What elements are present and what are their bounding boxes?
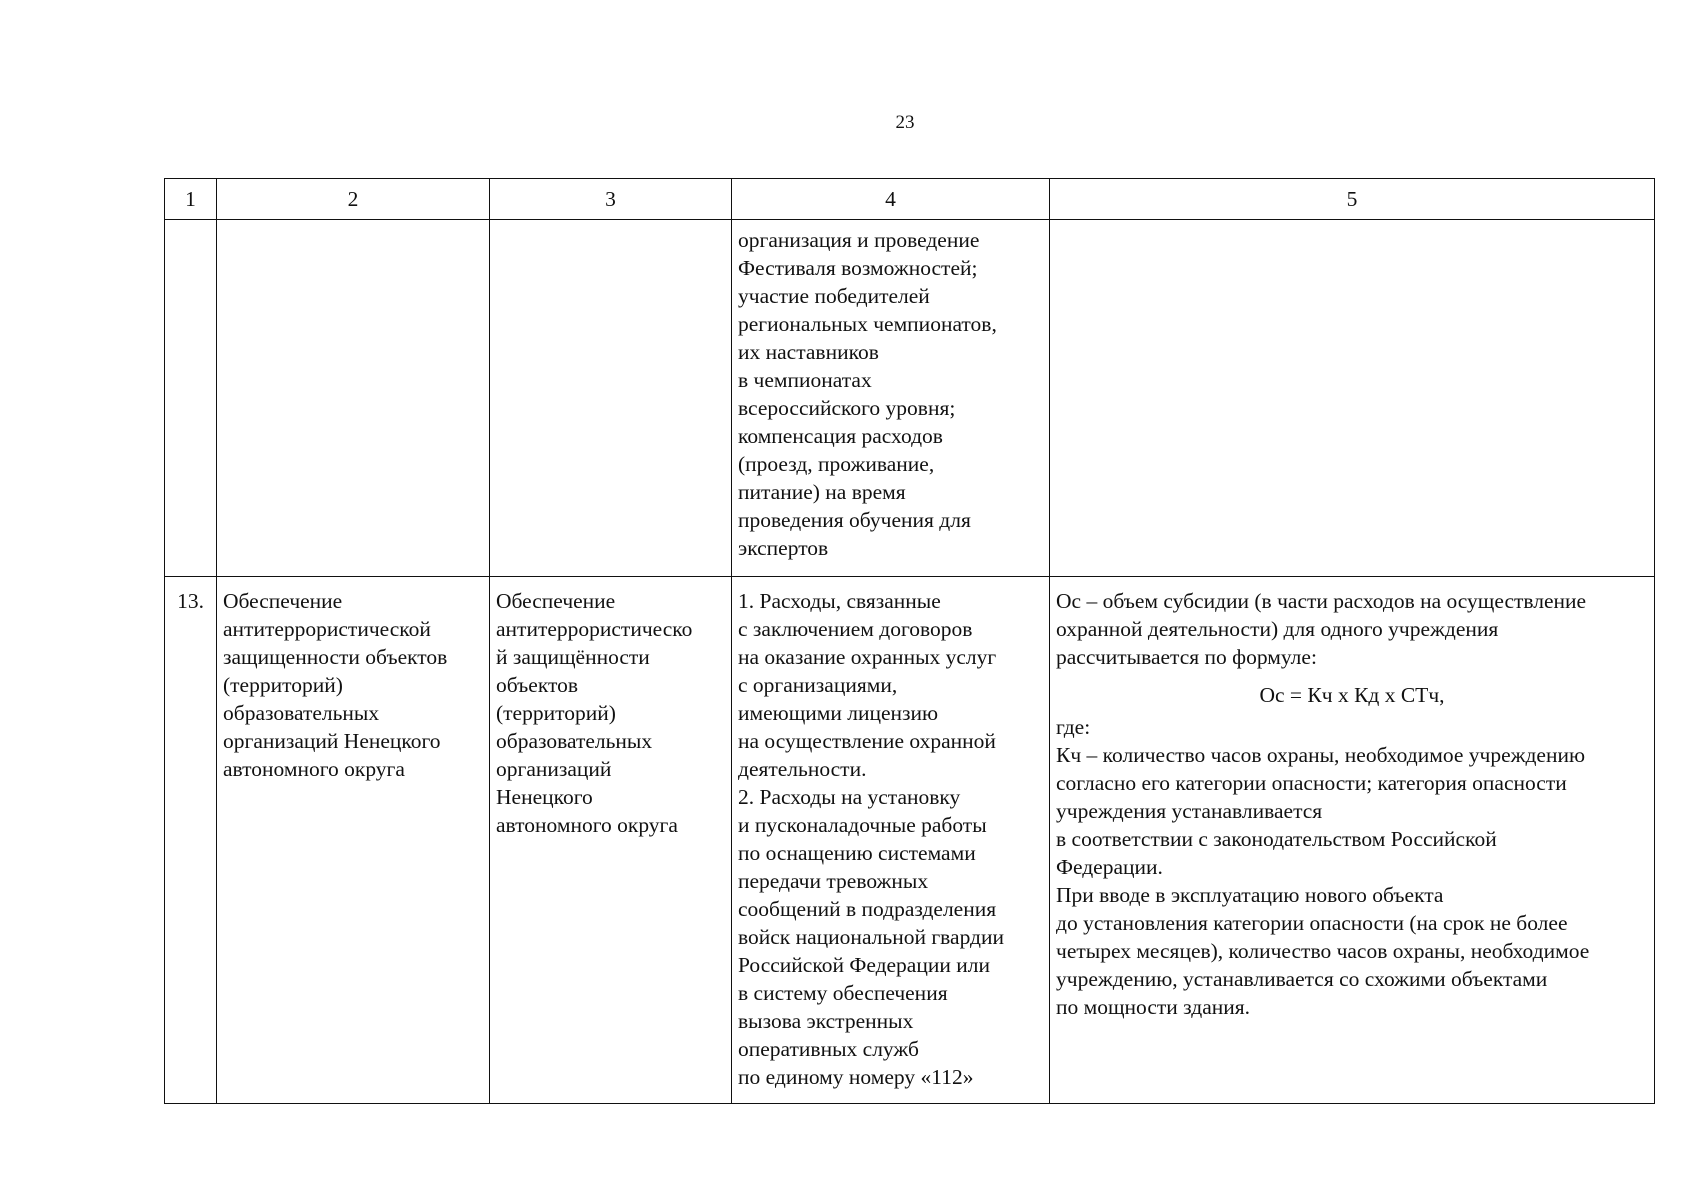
cell-cont-col-4 [732,220,1050,577]
header-col-4: 4 [732,179,1050,220]
text-line: региональных чемпионатов, [738,312,997,336]
text-line: Федерации. [1056,855,1163,879]
text-line: экспертов [738,536,829,560]
header-col-2: 2 [217,179,490,220]
cell-13-col-3 [490,577,732,1104]
text-line: (территорий) [223,673,343,697]
text-line: образовательных [223,701,380,725]
text-line: в систему обеспечения [738,981,948,1005]
text-line: 1. Расходы, связанные [738,589,941,613]
text-line: антитеррористической [223,617,431,641]
text-line: проведения обучения для [738,508,971,532]
text-line: войск национальной гвардии [738,925,1004,949]
text-line: Ненецкого [496,785,593,809]
text-line: й защищённости [496,645,650,669]
page-number: 23 [895,112,915,133]
cell-cont-col-3 [490,220,732,577]
text-line: всероссийского уровня; [738,396,956,420]
text-line: Обеспечение [223,589,343,613]
text-line: их наставников [738,340,879,364]
text-line: согласно его категории опасности; категория опасности [1056,771,1567,795]
text-line: Кч – количество часов охраны, необходимое учреждению [1056,743,1586,767]
text-line: в соответствии с законодательством Российской [1056,827,1497,851]
text-line: образовательных [496,729,653,753]
text-line: деятельности. [738,757,867,781]
document-table [164,178,1655,1104]
text-line: и пусконаладочные работы [738,813,987,837]
text-line: на оказание охранных услуг [738,645,997,669]
cell-cont-col-2 [217,220,490,577]
cell-cont-col-1 [165,220,217,577]
text-line: в чемпионатах [738,368,872,392]
cell-13-col-2 [217,577,490,1104]
text-line: Российской Федерации или [738,953,990,977]
text-line: по мощности здания. [1056,995,1251,1019]
text-line: Обеспечение [496,589,616,613]
text-line: питание) на время [738,480,906,504]
col5-intro [1056,587,1648,671]
text-line: Фестиваля возможностей; [738,256,978,280]
text-line: до установления категории опасности (на срок не более [1056,911,1568,935]
text-line: (проезд, проживание, [738,452,935,476]
text-line: вызова экстренных [738,1009,914,1033]
text-line: передачи тревожных [738,869,929,893]
text-line: четырех месяцев), количество часов охраны, необходимое [1056,939,1590,963]
col5-explanation [1056,713,1648,1021]
cell-13-col-5 [1050,577,1655,1104]
row-number: 13. [165,577,217,1104]
text-line: автономного округа [496,813,678,837]
text-line: учреждения устанавливается [1056,799,1323,823]
text-line: объектов [496,673,578,697]
header-col-3: 3 [490,179,732,220]
text-line: защищенности объектов [223,645,448,669]
text-line: учреждению, устанавливается со схожими объектами [1056,967,1548,991]
text-line: автономного округа [223,757,405,781]
table-header-row [165,179,1655,220]
text-line: рассчитывается по формуле: [1056,645,1317,669]
text-line: сообщений в подразделения [738,897,997,921]
table-row-13 [165,577,1655,1104]
text-line: компенсация расходов [738,424,943,448]
text-line: (территорий) [496,701,616,725]
text-line: с заключением договоров [738,617,973,641]
subsidy-formula: Ос = Кч х Кд х СТч, [1259,683,1445,707]
text-line: на осуществление охранной [738,729,996,753]
text-line: организация и проведение [738,228,980,252]
text-line: организаций Ненецкого [223,729,441,753]
text-line: по единому номеру «112» [738,1065,974,1089]
table-row-continuation [165,220,1655,577]
text-line: оперативных служб [738,1037,919,1061]
text-line: охранной деятельности) для одного учреждения [1056,617,1499,641]
text-line: Ос – объем субсидии (в части расходов на осуществление [1056,589,1587,613]
header-col-5: 5 [1050,179,1655,220]
text-line: с организациями, [738,673,898,697]
text-line: антитеррористическо [496,617,693,641]
cell-13-col-4 [732,577,1050,1104]
text-line: имеющими лицензию [738,701,939,725]
header-col-1: 1 [165,179,217,220]
text-line: где: [1056,715,1091,739]
text-line: участие победителей [738,284,930,308]
text-line: При вводе в эксплуатацию нового объекта [1056,883,1444,907]
text-line: по оснащению системами [738,841,976,865]
cell-cont-col-5 [1050,220,1655,577]
text-line: организаций [496,757,612,781]
text-line: 2. Расходы на установку [738,785,961,809]
